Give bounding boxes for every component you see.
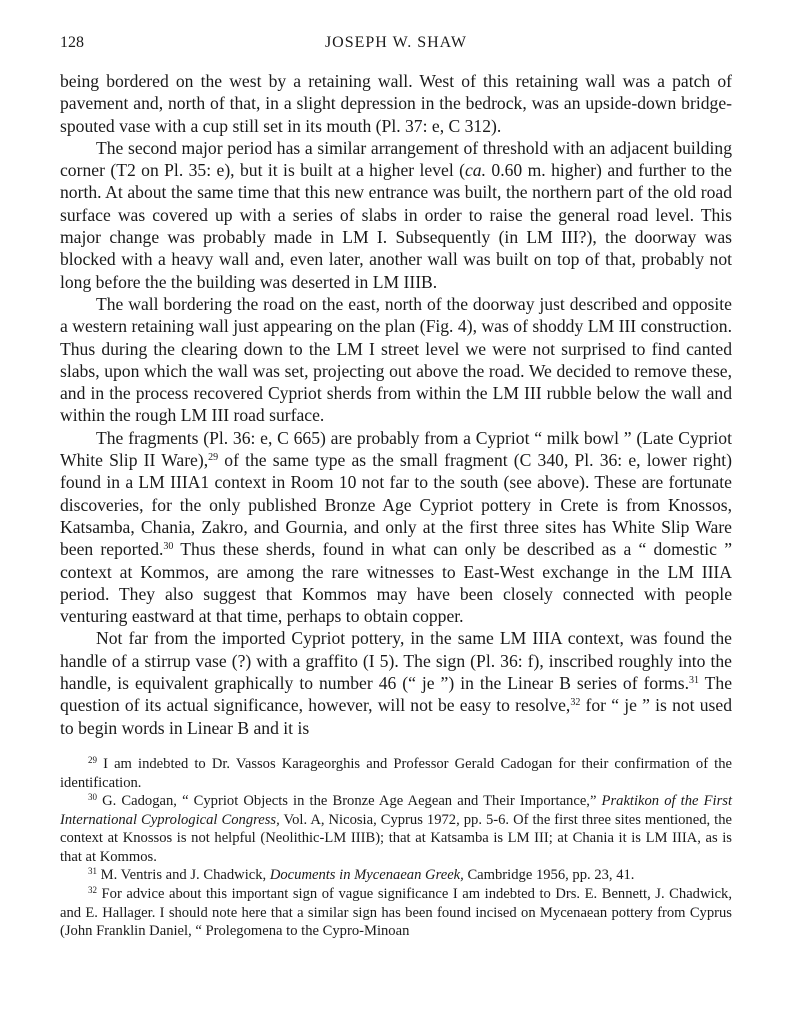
page-number: 128 xyxy=(60,34,84,51)
footnote-reference: 32 xyxy=(570,697,581,709)
page xyxy=(60,28,732,941)
paragraph xyxy=(60,70,732,137)
paragraph xyxy=(60,627,732,738)
text-run: The second major period has a similar arrangement of threshold with an adjacent building corner (T2 on Pl. 35: e), but it is built at a higher level ( xyxy=(60,137,732,181)
body-text xyxy=(60,70,732,739)
paragraph xyxy=(60,137,732,293)
italic-text: ca. xyxy=(465,160,487,181)
footnote-number: 29 xyxy=(88,754,97,765)
text-run: The question of its actual significance, however, will not be easy to resolve, xyxy=(60,673,733,716)
text-run: The fragments (Pl. 36: e, C 665) are probably from a Cypriot “ milk bowl ” (Late Cypriot White Slip II Ware), xyxy=(60,427,732,471)
text-run: The wall bordering the road on the east, north of the doorway just described and opposite a western retaining wall just appearing on the plan (Fig. 4), was of shoddy LM III construction. Thus during the clearing down to the LM I street level we were not surprised to find canted slabs, upon which the wall was set, projecting out above the road. We decided to remove these, and in the process recovered Cypriot sherds from within the LM III rubble below the wall and within the rough LM III road surface. xyxy=(60,293,732,426)
footnote-number: 30 xyxy=(88,792,97,803)
footnote xyxy=(60,755,732,792)
paragraph xyxy=(60,293,732,427)
text-run: Vol. A, Nicosia, Cyprus 1972, pp. 5-6. Of the first three sites mentioned, the context at Knossos is not helpful (Neolithic-LM IIIB); that at Katsamba is LM III; at Chania it is LM IIIA, as is that at Kommos. xyxy=(60,811,732,865)
paragraph xyxy=(60,427,732,628)
text-run: For advice about this important sign of vague significance I am indebted to Drs. E. Bennett, J. Chadwick, and E. Hallager. I should note here that a similar sign has been found incised on Mycenaean pottery from Cyprus (John Franklin Daniel, “ Prolegomena to the Cypro-Minoan xyxy=(60,886,732,940)
text-run: being bordered on the west by a retaining wall. West of this retaining wall was a patch of pavement and, north of that, in a slight depression in the bedrock, was an upside-down bridge-spouted vase with a cup still set in its mouth (Pl. 37: e, C 312). xyxy=(60,71,732,136)
footnote xyxy=(60,885,732,941)
footnote-number: 32 xyxy=(88,885,97,896)
text-run: of the same type as the small fragment (C 340, Pl. 36: e, lower right) found in a LM IIIA1 context in Room 10 not far to the south (see above). These are fortunate discoveries, for the only published Bronze Age Cypriot pottery in Crete is from Knossos, Katsamba, Chania, Zakro, and Gournia, and only at the first three sites has White Slip Ware been reported. xyxy=(60,450,732,560)
running-title-author: JOSEPH W. SHAW xyxy=(324,34,468,51)
footnote-reference: 31 xyxy=(689,675,699,687)
text-run: Not far from the imported Cypriot pottery, in the same LM IIIA context, was found the handle of a stirrup vase (?) with a graffito (I 5). The sign (Pl. 36: f), inscribed roughly into the handle, is equivalent graphically to number 46 (“ je ”) in the Linear B series of forms. xyxy=(60,628,732,694)
text-run: Thus these sherds, found in what can only be described as a “ domestic ” context at Kommos, are among the rare witnesses to East-West exchange in the LM IIIA period. They also suggest that Kommos may have been closely connected with people venturing eastward at that time, perhaps to obtain copper. xyxy=(60,539,732,627)
text-run: G. Cadogan, “ Cypriot Objects in the Bronze Age Aegean and Their Importance,” xyxy=(102,793,602,810)
italic-text: Documents in Mycenaean Greek, xyxy=(269,867,464,884)
italic-text: Praktikon of the First International Cyprological Congress, xyxy=(60,793,732,828)
footnote-reference: 29 xyxy=(208,452,219,464)
text-run: 0.60 m. higher) and further to the north. At about the same time that this new entrance was built, the northern part of the old road surface was covered up with a series of slabs in order to raise the general road level. This major change was probably made in LM I. Subsequently (in LM III?), the doorway was blocked with a heavy wall and, even later, another wall was built on top of that, probably not long before the the building was deserted in LM IIIB. xyxy=(60,160,732,292)
text-run: I am indebted to Dr. Vassos Karageorghis and Professor Gerald Cadogan for their confirmation of the identification. xyxy=(60,755,732,791)
footnote xyxy=(60,866,732,885)
footnote xyxy=(60,792,732,866)
footnote-reference: 30 xyxy=(163,541,174,553)
footnote-number: 31 xyxy=(88,866,97,877)
text-run: Cambridge 1956, pp. 23, 41. xyxy=(463,867,635,884)
running-head xyxy=(60,28,732,56)
footnotes xyxy=(60,755,732,941)
text-run: M. Ventris and J. Chadwick, xyxy=(100,867,270,884)
text-run: for “ je ” is not used to begin words in Linear B and it is xyxy=(60,695,732,738)
